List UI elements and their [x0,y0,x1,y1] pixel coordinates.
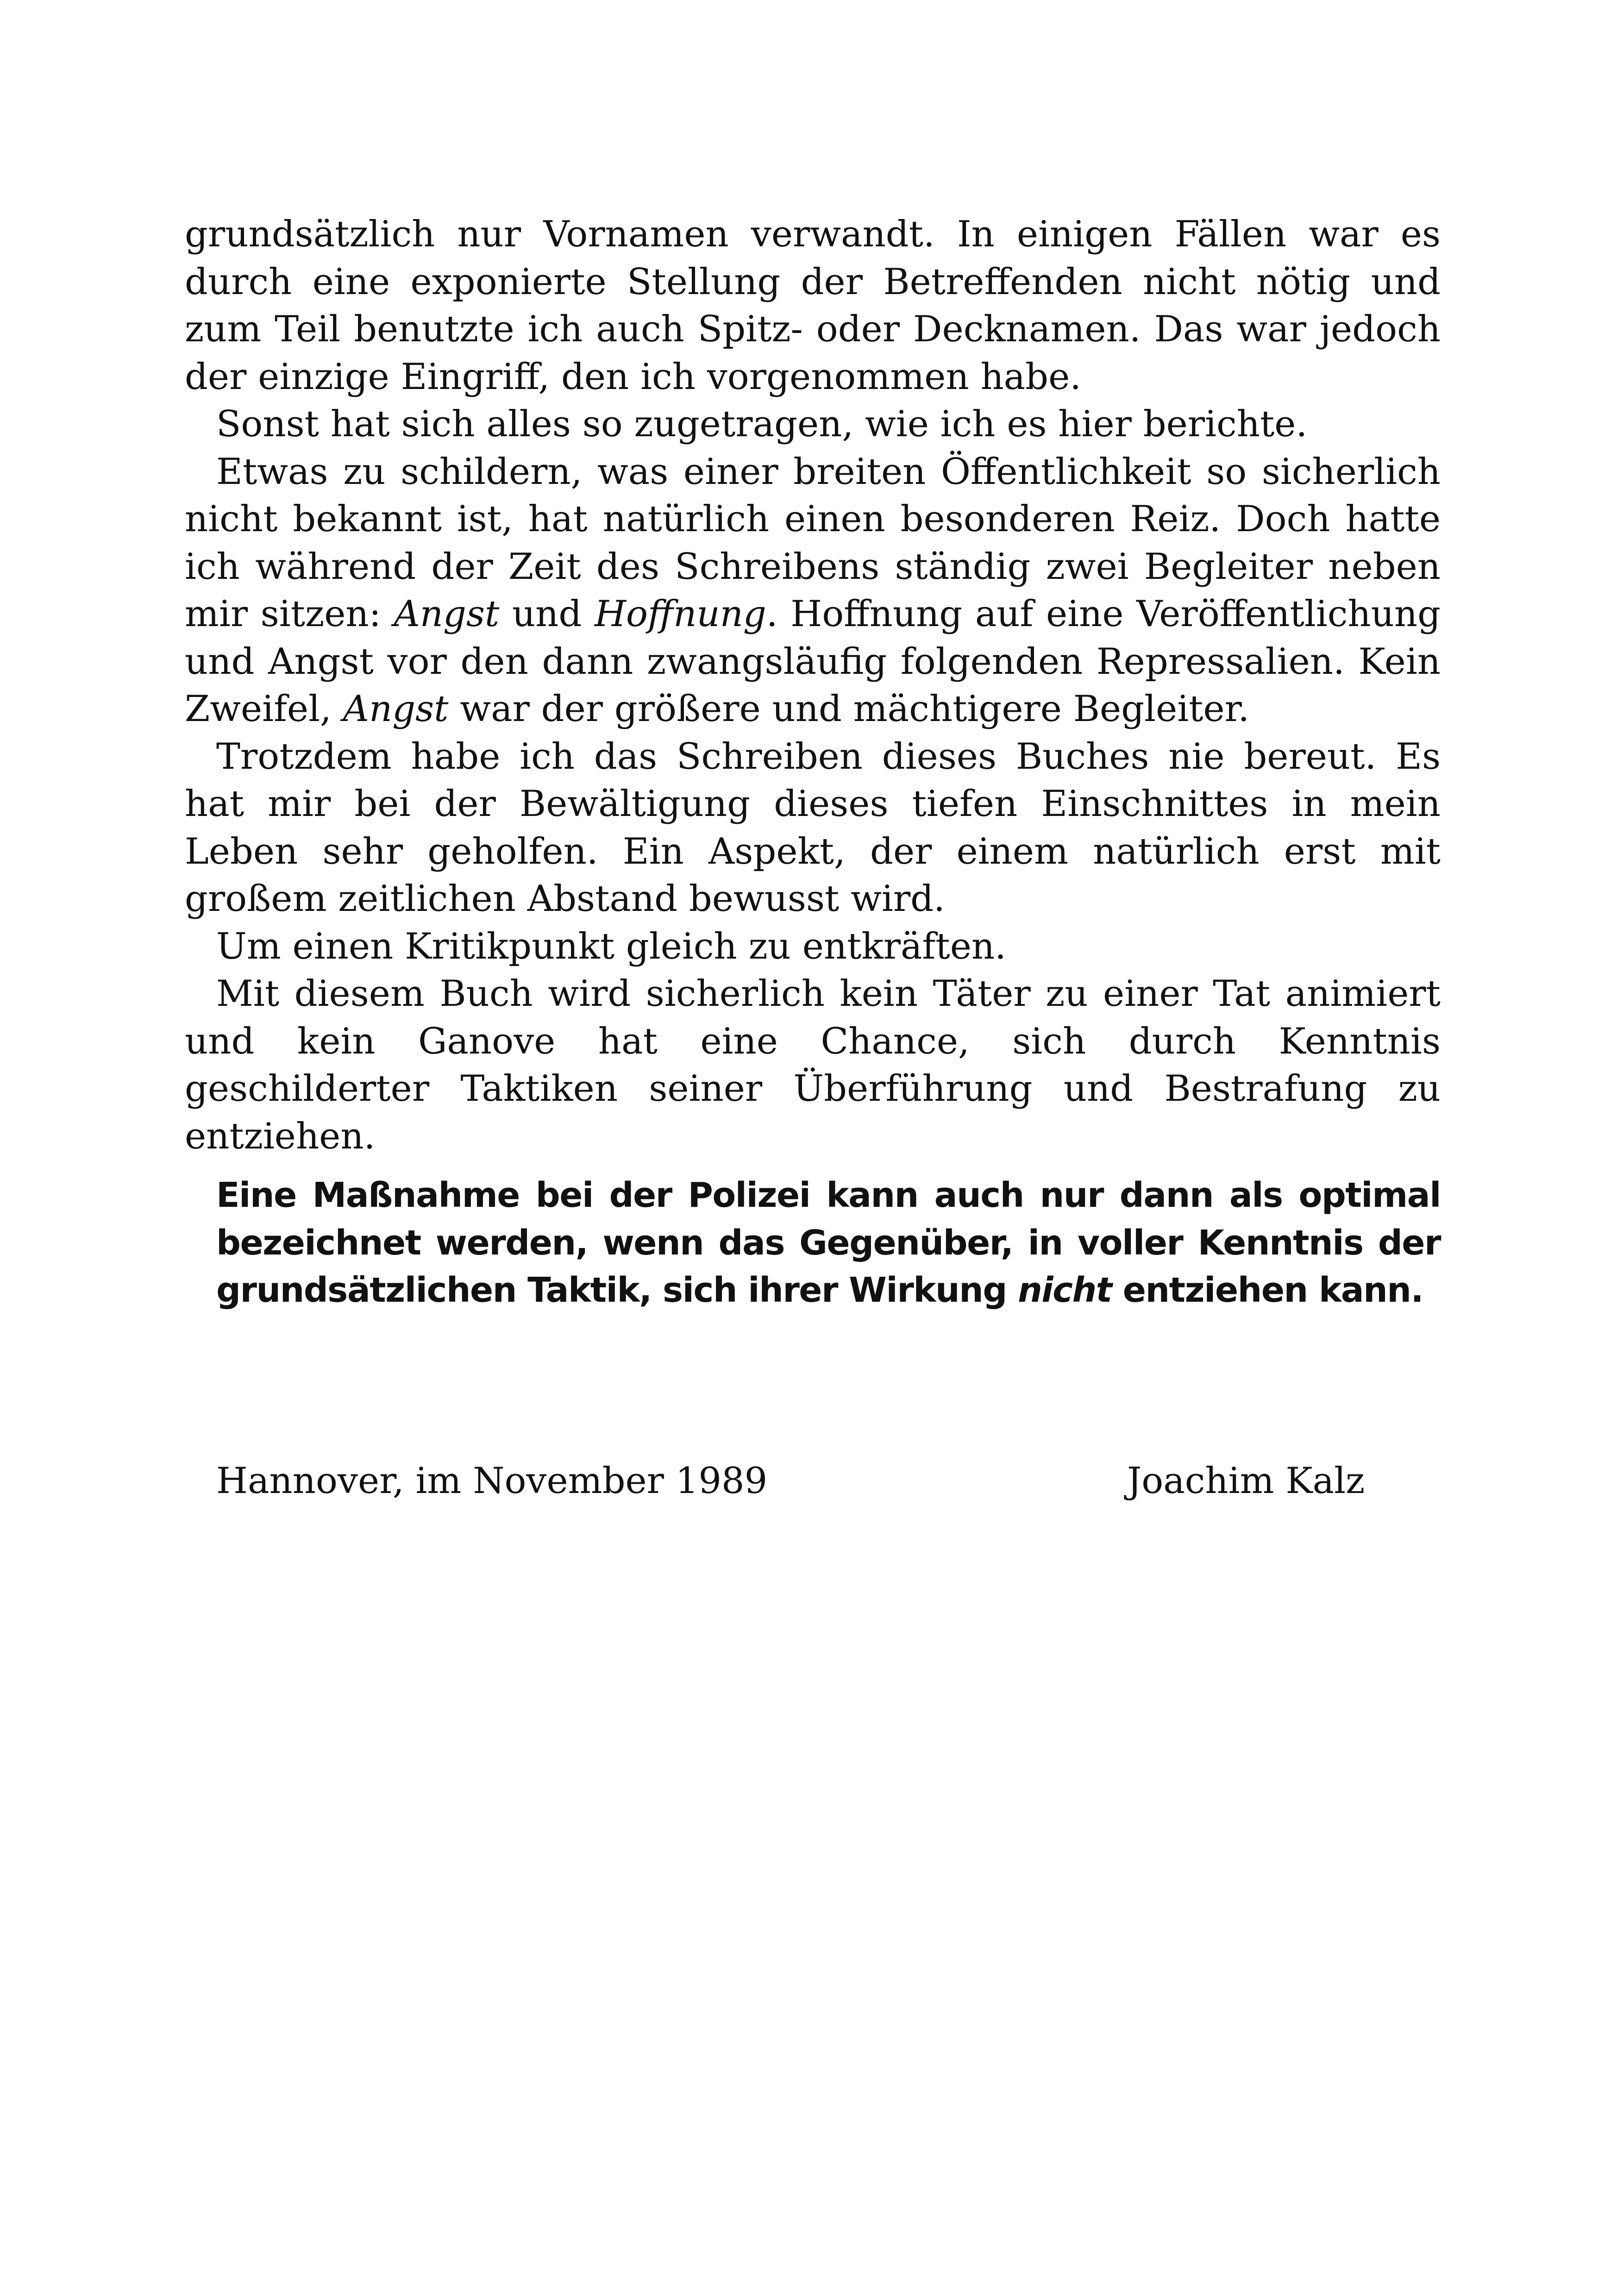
emphasis-statement [216,1172,1441,1314]
paragraph-2 [185,401,1441,448]
paragraph-3-text-b: und [512,593,582,635]
paragraph-5-text: Um einen Kritikpunkt gleich zu entkräften. [216,925,1006,967]
paragraph-3-text-c: . Hoffnung auf eine Veröffentlichung und Angst vor den dann zwangsläufig folgenden Repressalien. Kein Zweifel, [185,593,1441,730]
paragraph-6-text: Mit diesem Buch wird sicherlich kein Täter zu einer Tat animiert und kein Ganove hat eine Chance, sich durch Kenntnis geschilderter Taktiken seiner Überführung und Bestrafung zu entziehen. [185,973,1441,1157]
paragraph-6 [185,970,1441,1160]
place-date: Hannover, im November 1989 [216,1460,768,1502]
paragraph-4-text: Trotzdem habe ich das Schreiben dieses Buches nie bereut. Es hat mir bei der Bewältigung dieses tiefen Einschnittes in mein Leben sehr geholfen. Ein Aspekt, der einem natürlich erst mit großem zeitlichen Abstand bewusst wird. [185,735,1441,920]
paragraph-1 [185,211,1441,401]
paragraph-4 [185,733,1441,923]
paragraph-3-text-a: Etwas zu schildern, was einer breiten Öffentlichkeit so sicherlich nicht bekannt ist, hat natürlich einen besonderen Reiz. Doch hatte ich während der Zeit des Schreibens ständig zwei Begleiter neben mir sitzen: [185,451,1441,635]
paragraph-3 [185,448,1441,733]
emphasis-text-a: Eine Maßnahme bei der Polizei kann auch nur dann als optimal bezeichnet werden, wenn das Gegenüber, in voller Kenntnis der grundsätzlichen Taktik, sich ihrer Wirkung [216,1175,1441,1310]
emphasis-text-b: entziehen kann. [1122,1270,1423,1310]
paragraph-5 [185,923,1441,971]
italic-angst-2: Angst [343,688,449,730]
paragraph-3-text-d: war der größere und mächtigere Begleiter. [460,688,1250,730]
body-text [185,211,1441,1160]
emphasis-italic-word: nicht [1018,1270,1112,1310]
italic-hoffnung: Hoffnung [594,593,766,635]
paragraph-1-text: grundsätzlich nur Vornamen verwandt. In einigen Fällen war es durch eine exponierte Stellung der Betreffenden nicht nötig und zum Teil benutzte ich auch Spitz- oder Decknamen. Das war jedoch der einzige Eingriff, den ich vorgenommen habe. [185,213,1441,398]
author-name: Joachim Kalz [1127,1460,1365,1502]
paragraph-2-text: Sonst hat sich alles so zugetragen, wie ich es hier berichte. [216,403,1308,445]
italic-angst-1: Angst [394,593,500,635]
